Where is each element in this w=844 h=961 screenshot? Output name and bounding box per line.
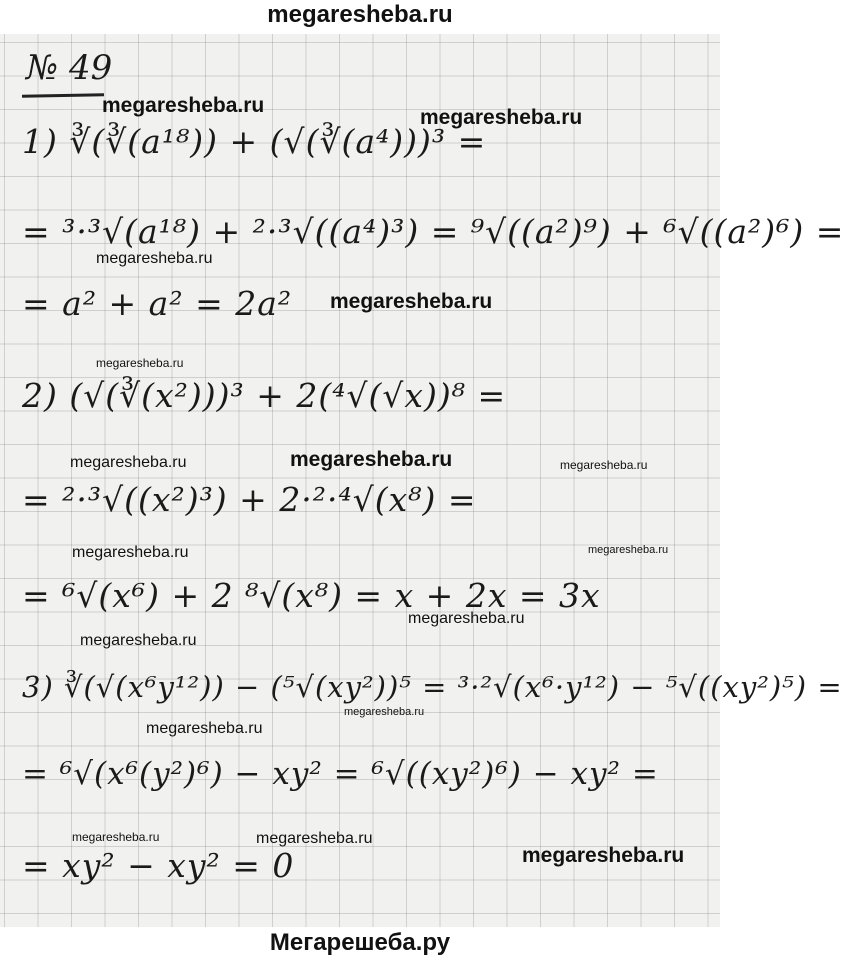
solution-line-8: = ⁶√(x⁶(y²)⁶) − xy² = ⁶√((xy²)⁶) − xy² = — [22, 756, 659, 792]
solution-line-7: 3) ∛(√(x⁶y¹²)) − (⁵√(xy²))⁵ = ³·²√(x⁶·y¹²) − ⁵√((xy²)⁵) = — [22, 670, 843, 704]
solution-line-1: 1) ∛(∛(a¹⁸)) + (√(∛(a⁴)))³ = — [22, 122, 487, 161]
watermark: megaresheba.ru — [72, 830, 160, 844]
watermark: megaresheba.ru — [408, 610, 525, 627]
watermark: megaresheba.ru — [330, 290, 493, 313]
site-footer: Мегарешеба.ру — [0, 927, 720, 961]
watermark: megaresheba.ru — [96, 250, 213, 267]
solution-line-6: = ⁶√(x⁶) + 2 ⁸√(x⁸) = x + 2x = 3x — [22, 576, 601, 615]
watermark: megaresheba.ru — [256, 830, 373, 847]
watermark: megaresheba.ru — [522, 844, 685, 867]
watermark: megaresheba.ru — [70, 454, 187, 471]
solution-line-9: = xy² − xy² = 0 — [22, 846, 295, 885]
watermark: megaresheba.ru — [102, 94, 265, 117]
site-header: megaresheba.ru — [267, 1, 453, 28]
solution-line-3: = a² + a² = 2a² — [22, 284, 293, 323]
exercise-number-underline — [22, 93, 104, 97]
notebook-page — [0, 34, 844, 927]
watermark: megaresheba.ru — [344, 706, 425, 718]
exercise-number: № 49 — [26, 48, 113, 88]
solution-line-5: = ²·³√((x²)³) + 2·²·⁴√(x⁸) = — [22, 480, 477, 519]
watermark: megaresheba.ru — [290, 448, 453, 471]
watermark: megaresheba.ru — [588, 544, 669, 556]
watermark: megaresheba.ru — [72, 544, 189, 561]
watermark: megaresheba.ru — [560, 458, 648, 472]
watermark: megaresheba.ru — [80, 632, 197, 649]
solution-line-2: = ³·³√(a¹⁸) + ²·³√((a⁴)³) = ⁹√((a²)⁹) + ⁶√((a²)⁶) = — [22, 212, 844, 251]
watermark: megaresheba.ru — [96, 356, 184, 370]
solution-line-4: 2) (√(∛(x²)))³ + 2(⁴√(√x))⁸ = — [22, 376, 507, 415]
watermark: megaresheba.ru — [420, 106, 583, 129]
watermark: megaresheba.ru — [146, 720, 263, 737]
